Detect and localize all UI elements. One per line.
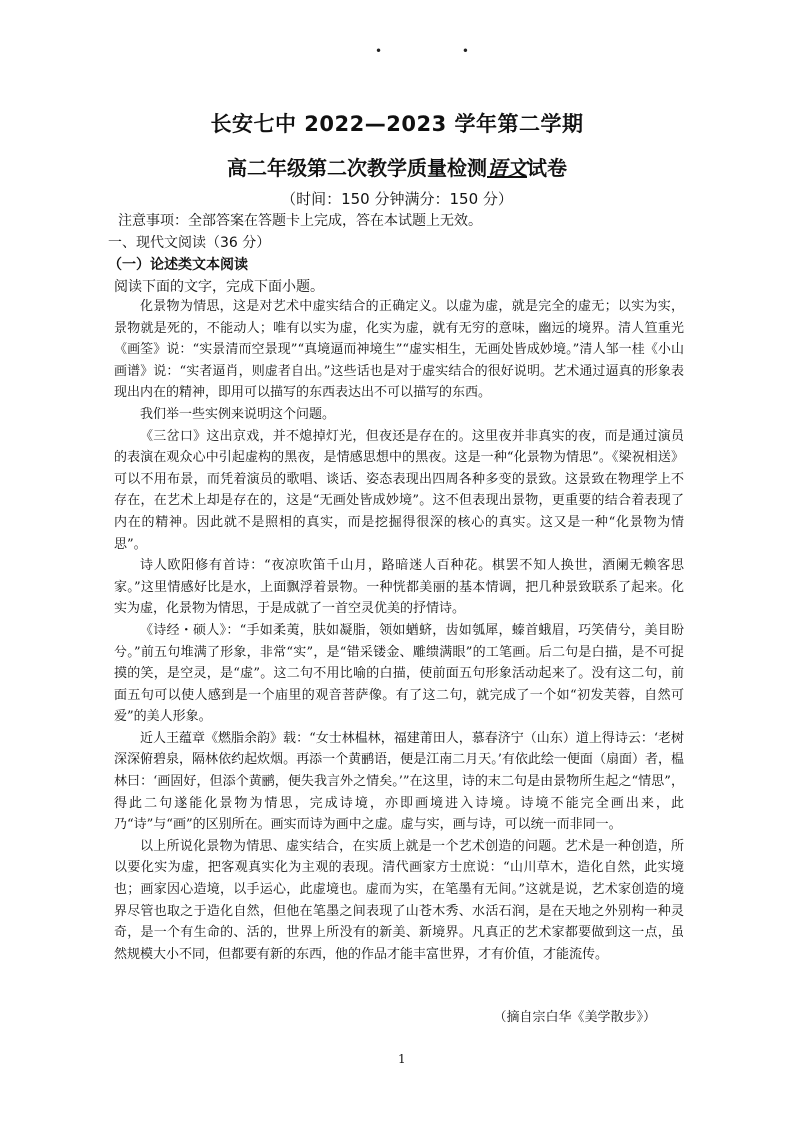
exam-subtitle bbox=[0, 152, 794, 181]
paragraph: 《三岔口》这出京戏，并不熄掉灯光，但夜还是存在的。这里夜并非真实的夜，而是通过演员的表演在观众心中引起虚构的黑夜，是情感思想中的黑夜。这是一种“化景物为情思”。《梁祝相送》可以不用布景，而凭着演员的歌唱、谈话、姿态表现出四周各种多变的景致。这景致在物理学上不存在，在艺术上却是存在的，这是“无画处皆成妙境”。这不但表现出景物，更重要的结合着表现了内在的精神。因此就不是照相的真实，而是挖掘得很深的核心的真实。这又是一种“化景物为情思”。 bbox=[114, 428, 684, 552]
scan-dots: • • bbox=[375, 44, 507, 58]
subtitle-subject: 语文 bbox=[487, 156, 527, 180]
reading-instruction: 阅读下面的文字，完成下面小题。 bbox=[114, 279, 324, 295]
exam-title: 长安七中 2022—2023 学年第二学期 bbox=[210, 112, 584, 136]
page-number: 1 bbox=[398, 1052, 406, 1066]
paragraph: 诗人欧阳修有首诗：“夜凉吹笛千山月，路暗迷人百种花。棋罢不知人换世，酒阑无赖客思家。”这里情感好比是水，上面飘浮着景物。一种恍都美丽的基本情调，把几种景致联系了起来。化实为虚，化景物为情思，于是成就了一首空灵优美的抒情诗。 bbox=[114, 558, 684, 617]
time-info: （时间：150 分钟满分：150 分） bbox=[281, 190, 513, 208]
paragraph: 我们举一些实例来说明这个问题。 bbox=[140, 406, 336, 422]
section-heading-sub: （一）论述类文本阅读 bbox=[108, 257, 248, 273]
paragraph: 近人王蕴章《燃脂余韵》载：“女士林榅林，福建莆田人，慕春济宁（山东）道上得诗云：‘老树深深俯碧泉，隔林依约起炊烟。再添一个黄鹂语，便是江南二月天。’有依此绘一便面（扇面）者，榅林曰：‘画固好，但添个黄鹂，便失我言外之情矣。’”在这里，诗的末二句是由景物所生起之“情思”，得此二句遂能化景物为情思，完成诗境，亦即画境进入诗境。诗境不能完全画出来，此乃“诗”与“画”的区别所在。画实而诗为画中之虚。虚与实，画与诗，可以统一而非同一。 bbox=[114, 730, 684, 833]
article-body bbox=[114, 296, 684, 965]
paragraph: 化景物为情思，这是对艺术中虚实结合的正确定义。以虚为虚，就是完全的虚无；以实为实，景物就是死的，不能动人；唯有以实为虚，化实为虚，就有无穷的意味，幽远的境界。清人笪重光《画筌》说：“实景清而空景现”“真境逼而神境生”“虚实相生，无画处皆成妙境。”清人邹一桂《小山画谱》说：“实者逼肖，则虚者自出。”这些话也是对于虚实结合的很好说明。艺术通过逼真的形象表现出内在的精神，即用可以描写的东西表达出不可以描写的东西。 bbox=[114, 299, 684, 401]
notice: 注意事项：全部答案在答题卡上完成，答在本试题上无效。 bbox=[118, 213, 482, 229]
subtitle-tail: 试卷 bbox=[527, 156, 567, 180]
section-heading-main: 一、现代文阅读（36 分） bbox=[108, 235, 271, 251]
subtitle-main: 高二年级第二次教学质量检测 bbox=[227, 156, 487, 180]
paragraph: 以上所说化景物为情思、虚实结合，在实质上就是一个艺术创造的问题。艺术是一种创造，所以要化实为虚，把客观真实化为主观的表现。清代画家方士庶说：“山川草木，造化自然，此实境也；画家因心造境，以手运心，此虚境也。虚而为实，在笔墨有无间。”这就是说，艺术家创造的境界尽管也取之于造化自然，但他在笔墨之间表现了山苍木秀、水活石润，是在天地之外别构一种灵奇，是一个有生命的、活的，世界上所没有的新美、新境界。凡真正的艺术家都要做到这一点，虽然规模大小不同，但都要有新的东西，他的作品才能丰富世界，才有价值，才能流传。 bbox=[114, 838, 684, 962]
article-source: （摘自宗白华《美学散步》） bbox=[493, 1010, 656, 1025]
paragraph: 《诗经・硕人》：“手如柔荑，肤如凝脂，领如蝤蛴，齿如瓠犀，螓首蛾眉，巧笑倩兮，美目盼兮。”前五句堆满了形象，非常“实”，是“错采镂金、雕缋满眼”的工笔画。后二句是白描，是不可捉摸的笑，是空灵，是“虚”。这二句不用比喻的白描，使前面五句形象活动起来了。没有这二句，前面五句可以使人感到是一个庙里的观音菩萨像。有了这二句，就完成了一个如“初发芙蓉，自然可爱”的美人形象。 bbox=[114, 622, 684, 725]
